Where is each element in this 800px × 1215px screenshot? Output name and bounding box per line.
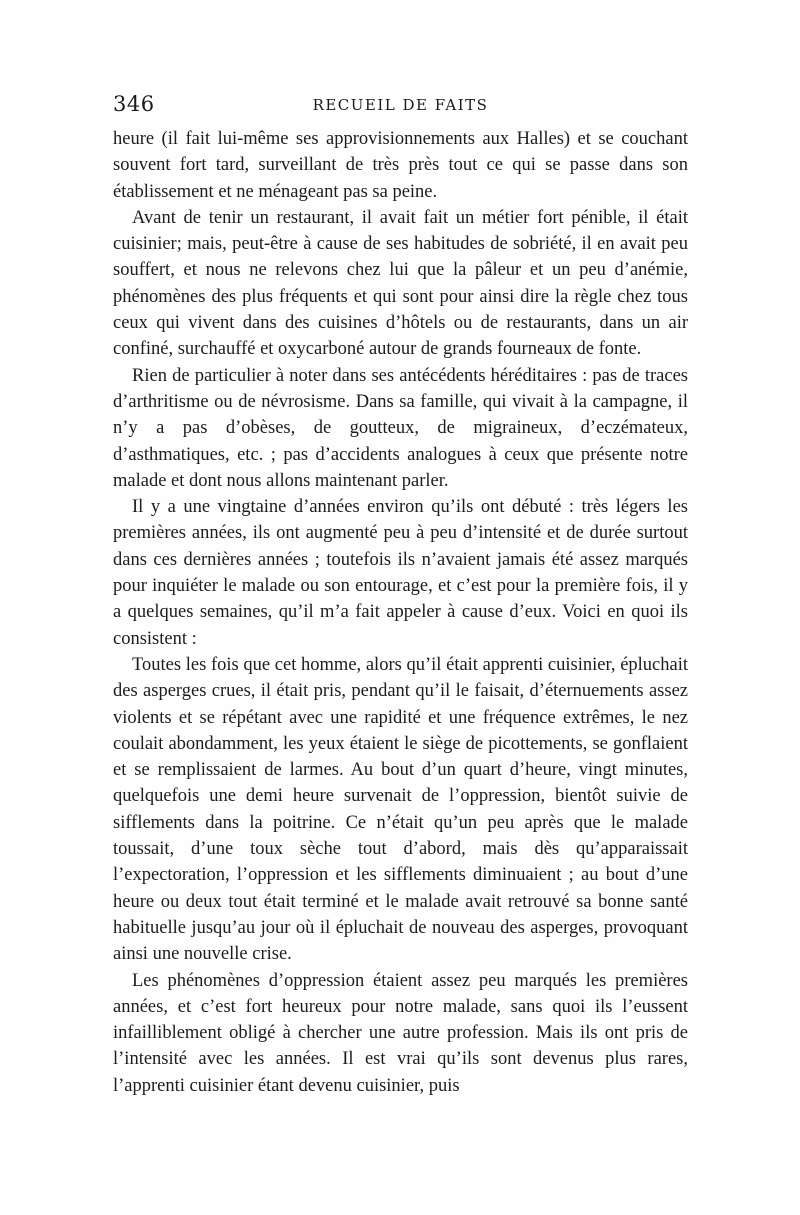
paragraph: Il y a une vingtaine d’années environ qu’ils ont débuté : très légers les premières années, ils ont augmenté peu à peu d’intensité et de durée surtout dans ces dernières années ; toutefois ils n’avaient jamais été assez marqués pour inquiéter le malade ou son entourage, et c’est pour la première fois, il y a quelques semaines, qu’il m’a fait appeler à cause d’eux. Voici en quoi ils consistent : bbox=[113, 497, 688, 649]
paragraph: Les phénomènes d’oppression étaient assez peu marqués les premières années, et c’est fort heureux pour notre malade, sans quoi ils l’eussent infailliblement obligé à chercher une autre profession. Mais ils ont pris de l’intensité avec les années. Il est vrai qu’ils sont devenus plus rares, l’apprenti cuisinier étant devenu cuisinier, puis bbox=[113, 970, 688, 1096]
paragraph: Rien de particulier à noter dans ses antécédents héréditaires : pas de traces d’arthritisme ou de névrosisme. Dans sa famille, qui vivait à la campagne, il n’y a pas d’obèses, de goutteux, de migraineux, d’eczémateux, d’asthmatiques, etc. ; pas d’accidents analogues à ceux que présente notre malade et dont nous allons maintenant parler. bbox=[113, 365, 688, 491]
running-title: RECUEIL DE FAITS bbox=[312, 96, 489, 114]
paragraph: Avant de tenir un restaurant, il avait fait un métier fort pénible, il était cuisinier; mais, peut-être à cause de ses habitudes de sobriété, il en avait peu souffert, et nous ne relevons chez lui que la pâleur et un peu d’anémie, phénomènes des plus fréquents et qui sont pour ainsi dire la règle chez tous ceux qui vivent dans des cuisines d’hôtels ou de restaurants, dans un air confiné, surchauffé et oxycarboné autour de grands fourneaux de fonte. bbox=[113, 207, 688, 360]
body-text bbox=[113, 126, 688, 1099]
running-head bbox=[113, 92, 688, 122]
paragraph: Toutes les fois que cet homme, alors qu’il était apprenti cuisinier, épluchait des asperges crues, il était pris, pendant qu’il le faisait, d’éternuements assez violents et se répétant avec une rapidité et une fréquence extrêmes, le nez coulait abondamment, les yeux étaient le siège de picottements, se gonflaient et se remplissaient de larmes. Au bout d’un quart d’heure, vingt minutes, quelquefois une demi heure survenait de l’oppression, bientôt suivie de sifflements dans la poitrine. Ce n’était qu’un peu après que le malade toussait, d’une toux sèche tout d’abord, mais dès qu’apparaissait l’expectoration, l’oppression et les sifflements diminuaient ; au bout d’une heure ou deux tout était terminé et le malade avait retrouvé sa bonne santé habituelle jusqu’au jour où il épluchait de nouveau des asperges, provoquant ainsi une nouvelle crise. bbox=[113, 654, 688, 965]
page-number: 346 bbox=[113, 92, 155, 116]
paragraph: heure (il fait lui-même ses approvisionnements aux Halles) et se couchant souvent fort tard, surveillant de très près tout ce qui se passe dans son établissement et ne ménageant pas sa peine. bbox=[113, 129, 688, 202]
